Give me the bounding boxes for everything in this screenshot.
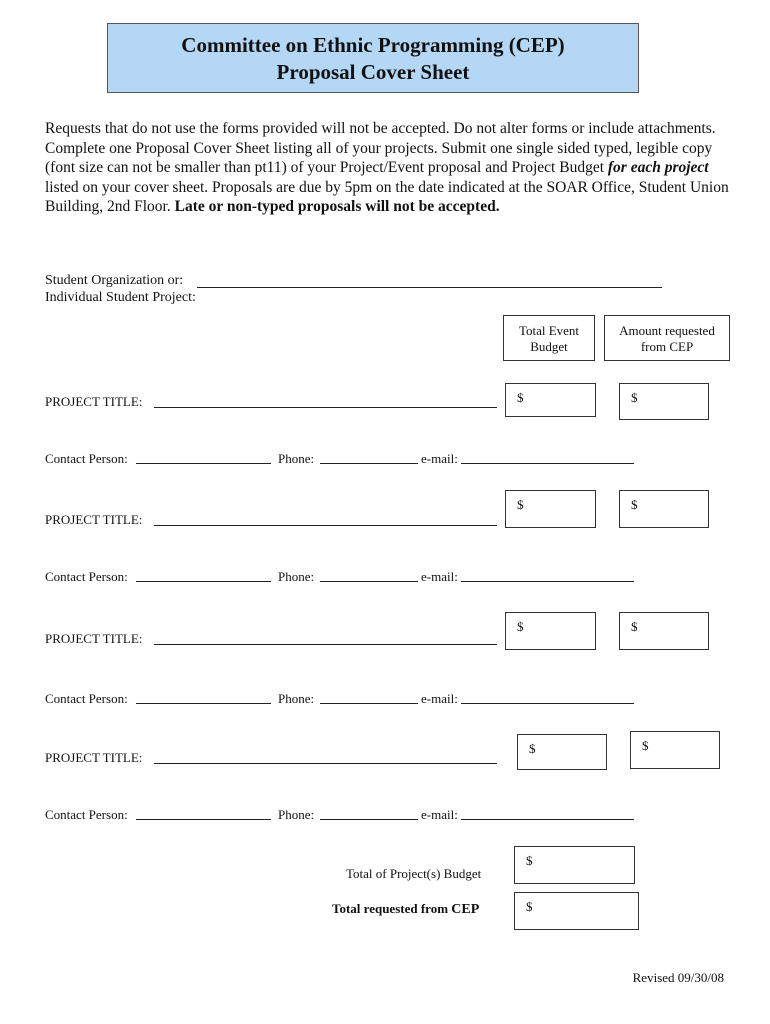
phone-label: Phone: bbox=[278, 807, 315, 822]
phone-label: Phone: bbox=[278, 691, 315, 706]
project-title-field[interactable] bbox=[154, 525, 497, 526]
project-requested-box[interactable]: $ bbox=[619, 383, 709, 420]
email-label: e-mail: bbox=[421, 451, 458, 466]
email-field[interactable] bbox=[461, 819, 634, 820]
total-requested-label bbox=[332, 901, 479, 918]
project-title-label: PROJECT TITLE: bbox=[45, 750, 143, 765]
contact-person-field[interactable] bbox=[136, 703, 271, 704]
project-requested-box[interactable]: $ bbox=[619, 490, 709, 528]
instructions-emphasis: for each project bbox=[607, 159, 709, 176]
project-requested-box[interactable]: $ bbox=[619, 612, 709, 650]
project-title-field[interactable] bbox=[154, 763, 497, 764]
total-budget-label: Total of Project(s) Budget bbox=[346, 866, 482, 881]
instructions-paragraph bbox=[45, 119, 735, 217]
project-title-field[interactable] bbox=[154, 407, 497, 408]
email-field[interactable] bbox=[461, 463, 634, 464]
phone-field[interactable] bbox=[320, 463, 418, 464]
phone-field[interactable] bbox=[320, 703, 418, 704]
phone-field[interactable] bbox=[320, 819, 418, 820]
total-requested-box[interactable]: $ bbox=[514, 892, 639, 930]
project-requested-box[interactable]: $ bbox=[630, 731, 720, 769]
student-org-label: Student Organization or: bbox=[45, 273, 184, 288]
project-title-field[interactable] bbox=[154, 644, 497, 645]
instructions-text-2: listed on your cover sheet. Proposals are due by 5pm on the date indicated at the SOAR Office, Student Union Building, 2nd Floor. bbox=[45, 178, 729, 215]
project-budget-box[interactable]: $ bbox=[505, 612, 596, 650]
project-title-label: PROJECT TITLE: bbox=[45, 631, 143, 646]
project-title-label: PROJECT TITLE: bbox=[45, 512, 143, 527]
contact-person-label: Contact Person: bbox=[45, 569, 128, 584]
project-budget-box[interactable]: $ bbox=[505, 383, 596, 417]
contact-person-field[interactable] bbox=[136, 819, 271, 820]
project-title-label: PROJECT TITLE: bbox=[45, 394, 143, 409]
total-budget-box[interactable]: $ bbox=[514, 846, 635, 884]
email-label: e-mail: bbox=[421, 807, 458, 822]
contact-person-field[interactable] bbox=[136, 581, 271, 582]
instructions-warning: Late or non-typed proposals will not be accepted. bbox=[174, 198, 500, 215]
email-label: e-mail: bbox=[421, 691, 458, 706]
project-budget-box[interactable]: $ bbox=[505, 490, 596, 528]
total-requested-suffix: CEP bbox=[451, 902, 480, 917]
contact-person-field[interactable] bbox=[136, 463, 271, 464]
revised-date: Revised 09/30/08 bbox=[632, 970, 724, 985]
instructions-text-1: Requests that do not use the forms provided will not be accepted. Do not alter forms or include attachments. Complete one Proposal Cover Sheet listing all of your projects. Submit one single sided typed, legible copy (font size can not be smaller than pt11) of your Project/Event proposal and Project Budget bbox=[45, 120, 716, 176]
phone-label: Phone: bbox=[278, 569, 315, 584]
contact-person-label: Contact Person: bbox=[45, 807, 128, 822]
title-box bbox=[107, 23, 639, 93]
email-field[interactable] bbox=[461, 703, 634, 704]
phone-label: Phone: bbox=[278, 451, 315, 466]
phone-field[interactable] bbox=[320, 581, 418, 582]
contact-person-label: Contact Person: bbox=[45, 691, 128, 706]
form-title: Committee on Ethnic Programming (CEP) bbox=[181, 33, 565, 57]
email-field[interactable] bbox=[461, 581, 634, 582]
amount-requested-header: Amount requested from CEP bbox=[604, 315, 730, 361]
student-org-field[interactable] bbox=[197, 287, 662, 288]
project-budget-box[interactable]: $ bbox=[517, 734, 607, 770]
total-event-budget-header: Total Event Budget bbox=[503, 315, 595, 361]
total-requested-text: Total requested from bbox=[332, 901, 449, 916]
contact-person-label: Contact Person: bbox=[45, 451, 128, 466]
form-subtitle: Proposal Cover Sheet bbox=[276, 60, 470, 84]
individual-project-label: Individual Student Project: bbox=[45, 290, 196, 305]
email-label: e-mail: bbox=[421, 569, 458, 584]
